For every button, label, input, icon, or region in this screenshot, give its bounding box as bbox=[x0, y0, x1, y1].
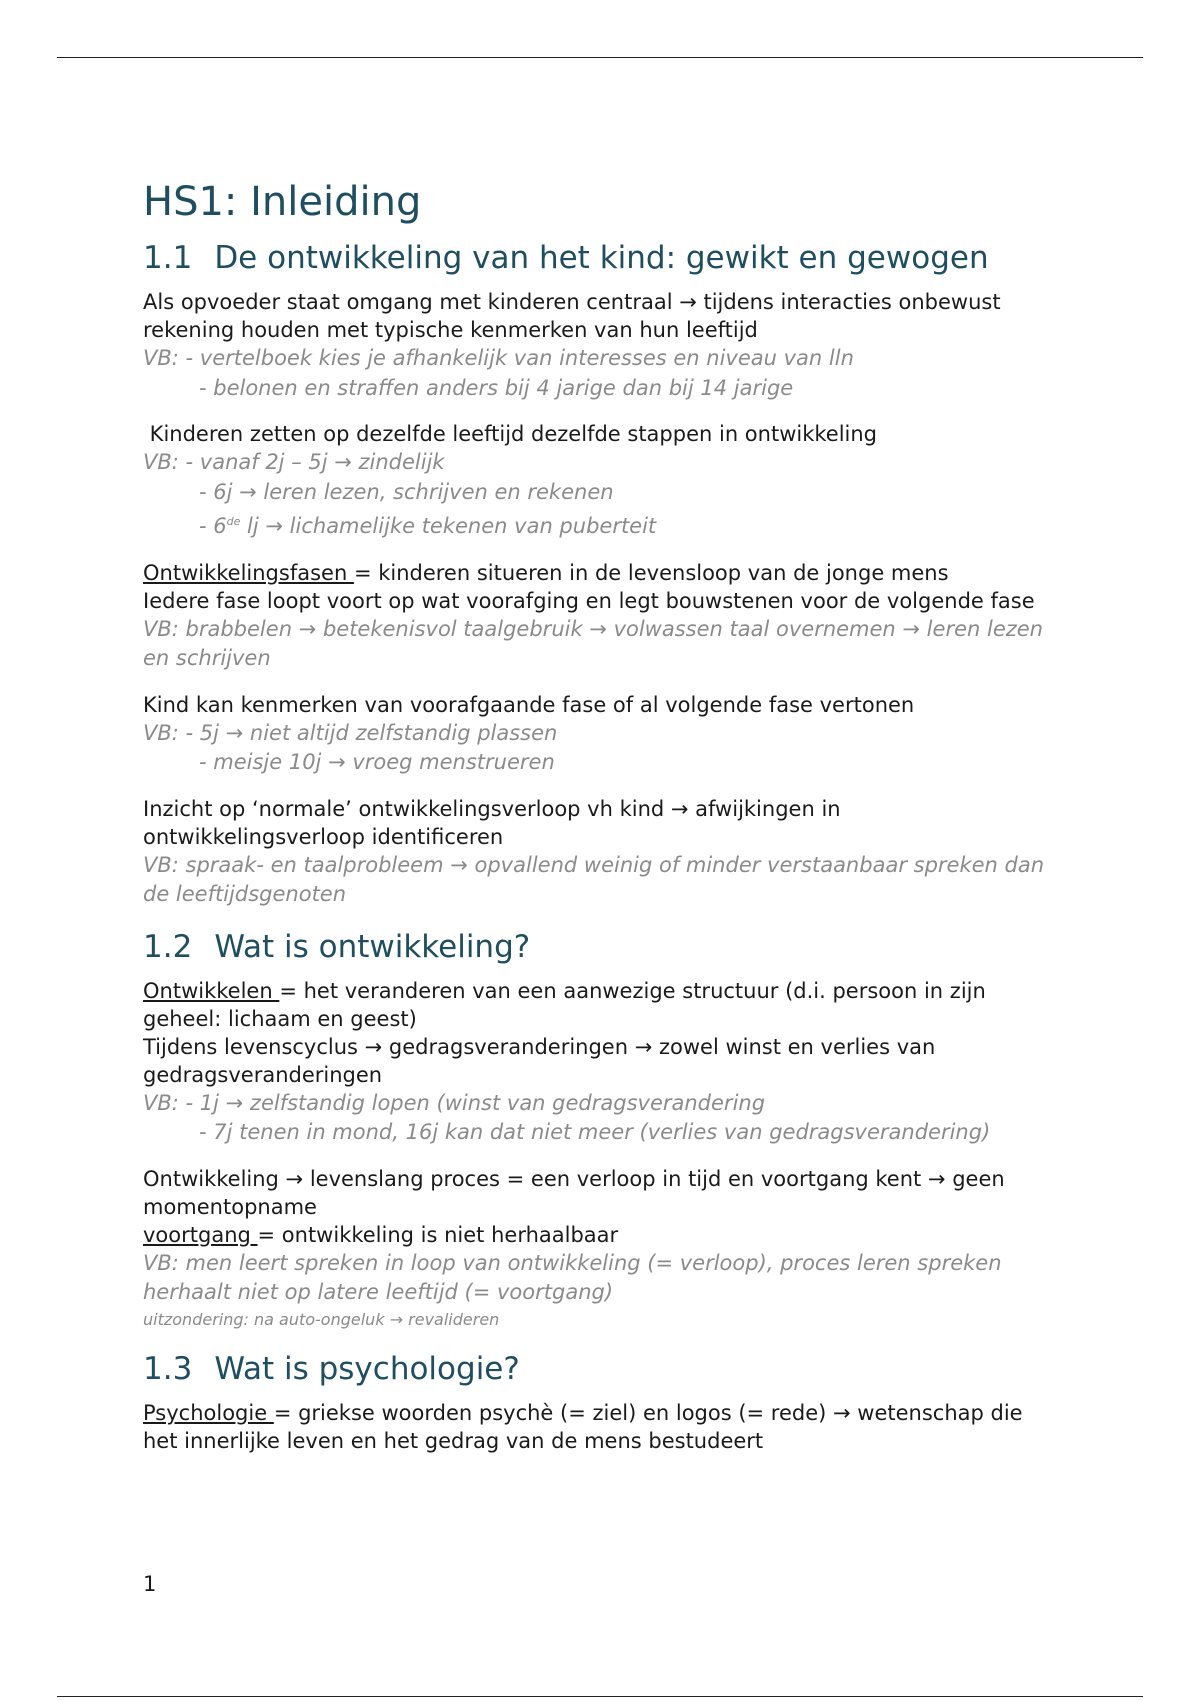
example-line: VB: - 1j → zelfstandig lopen (winst van gedragsverandering bbox=[143, 1090, 766, 1115]
section-heading-1-2 bbox=[143, 927, 1063, 967]
paragraph: Als opvoeder staat omgang met kinderen centraal → tijdens interacties onbewust rekening houden met typische kenmerken van hun leeftijd bbox=[143, 290, 1001, 342]
paragraph bbox=[143, 977, 1063, 1033]
section-number: 1.2 bbox=[143, 928, 193, 965]
example-line: - 6j → leren lezen, schrijven en rekenen bbox=[199, 479, 614, 504]
note-line: uitzondering: na auto-ongeluk → revalideren bbox=[143, 1309, 500, 1329]
chapter-title: HS1: Inleiding bbox=[143, 179, 422, 225]
example-line: VB: men leert spreken in loop van ontwikkeling (= verloop), proces leren spreken herhaalt niet op latere leeftijd (= voortgang) bbox=[143, 1250, 1002, 1304]
superscript: de bbox=[226, 515, 241, 528]
paragraph-block bbox=[143, 1165, 1063, 1332]
paragraph-block bbox=[143, 977, 1063, 1148]
paragraph bbox=[143, 1399, 1063, 1455]
paragraph: Ontwikkeling → levenslang proces = een verloop in tijd en voortgang kent → geen momentopname bbox=[143, 1166, 1005, 1219]
example-text: - 6 bbox=[199, 514, 227, 538]
example-line: - meisje 10j → vroeg menstrueren bbox=[199, 750, 555, 774]
example-line: VB: - vanaf 2j – 5j → zindelijk bbox=[143, 450, 445, 474]
example-line: VB: - vertelboek kies je afhankelijk van interesses en niveau van lln bbox=[143, 346, 854, 370]
paragraph-block bbox=[143, 795, 1063, 910]
section-heading-1-1 bbox=[143, 238, 1063, 278]
paragraph: Iedere fase loopt voort op wat voorafging en legt bouwstenen voor de volgende fase bbox=[143, 588, 1035, 613]
paragraph bbox=[143, 1221, 1063, 1249]
section-number: 1.1 bbox=[143, 240, 193, 276]
example-line: VB: spraak- en taalprobleem → opvallend weinig of minder verstaanbaar spreken dan de leeftijdsgenoten bbox=[143, 852, 1045, 906]
paragraph-block bbox=[143, 559, 1063, 674]
example-text: lj → lichamelijke tekenen van puberteit bbox=[240, 514, 657, 538]
footer-rule bbox=[57, 1696, 1143, 1697]
section-title: De ontwikkeling van het kind: gewikt en gewogen bbox=[214, 240, 989, 276]
term: Psychologie bbox=[143, 1400, 274, 1425]
example-line: - 7j tenen in mond, 16j kan dat niet meer (verlies van gedragsverandering) bbox=[199, 1120, 991, 1144]
section-title: Wat is ontwikkeling? bbox=[214, 928, 531, 965]
term: Ontwikkelingsfasen bbox=[143, 560, 354, 585]
section-number: 1.3 bbox=[143, 1350, 193, 1387]
paragraph-block bbox=[143, 1399, 1063, 1455]
section-title: Wat is psychologie? bbox=[214, 1350, 520, 1387]
example-line: VB: brabbelen → betekenisvol taalgebruik → volwassen taal overnemen → leren lezen en schrijven bbox=[143, 616, 1043, 670]
paragraph: Tijdens levenscyclus → gedragsveranderingen → zowel winst en verlies van gedragsveranderingen bbox=[143, 1034, 936, 1087]
term: Ontwikkelen bbox=[143, 978, 280, 1003]
example-line: - belonen en straffen anders bij 4 jarige dan bij 14 jarige bbox=[199, 375, 794, 400]
section-heading-1-3 bbox=[143, 1349, 1063, 1389]
paragraph-block bbox=[143, 288, 1063, 403]
example-line bbox=[143, 507, 1063, 542]
document-body bbox=[143, 176, 1063, 1472]
page-number: 1 bbox=[143, 1572, 157, 1596]
paragraph-block bbox=[143, 691, 1063, 778]
paragraph: Kind kan kenmerken van voorafgaande fase of al volgende fase vertonen bbox=[143, 692, 915, 717]
term: voortgang bbox=[143, 1222, 258, 1247]
paragraph-block bbox=[143, 420, 1063, 542]
definition: = griekse woorden psychè (= ziel) en logos (= rede) → wetenschap die het innerlijke leven en het gedrag van de mens bestudeert bbox=[143, 1400, 1023, 1453]
definition: = kinderen situeren in de levensloop van de jonge mens bbox=[353, 560, 949, 585]
paragraph bbox=[143, 559, 1063, 587]
definition: = het veranderen van een aanwezige structuur (d.i. persoon in zijn geheel: lichaam en geest) bbox=[143, 978, 986, 1031]
header-rule bbox=[57, 57, 1143, 58]
paragraph: Kinderen zetten op dezelfde leeftijd dezelfde stappen in ontwikkeling bbox=[143, 422, 878, 446]
definition: = ontwikkeling is niet herhaalbaar bbox=[257, 1222, 619, 1247]
example-line: VB: - 5j → niet altijd zelfstandig plassen bbox=[143, 720, 558, 745]
paragraph: Inzicht op ‘normale’ ontwikkelingsverloop vh kind → afwijkingen in ontwikkelingsverloop identificeren bbox=[143, 796, 841, 849]
